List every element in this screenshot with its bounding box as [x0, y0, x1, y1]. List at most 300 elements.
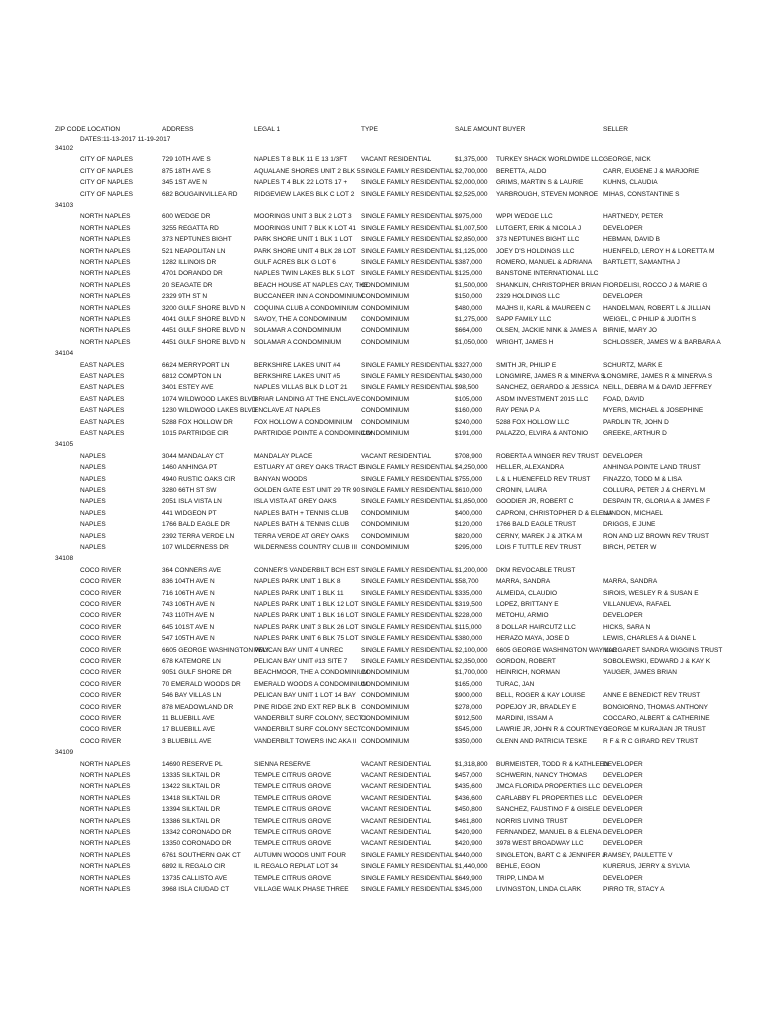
table-row — [0, 713, 770, 724]
cell-sale-amount: $150,000 — [455, 293, 483, 301]
cell-address: 3200 GULF SHORE BLVD N — [162, 304, 246, 312]
table-row — [0, 382, 770, 393]
cell-legal: NAPLES BATH & TENNIS CLUB — [254, 521, 350, 529]
cell-location: COCO RIVER — [80, 566, 122, 574]
cell-sale-amount: $2,700,000 — [455, 167, 488, 175]
cell-legal: NAPLES BATH + TENNIS CLUB — [254, 509, 349, 517]
cell-location: NORTH NAPLES — [80, 783, 131, 791]
zip-code: 34104 — [55, 350, 74, 358]
cell-seller: LUNDON, MICHAEL — [603, 509, 663, 517]
zip-code: 34109 — [55, 749, 74, 757]
cell-sale-amount: $2,350,000 — [455, 658, 488, 665]
cell-sale-amount: $165,000 — [455, 680, 483, 688]
cell-address: 5288 FOX HOLLOW DR — [162, 418, 233, 426]
cell-buyer: GRIMS, MARTIN S & LAURIE — [496, 179, 584, 187]
cell-sale-amount: $2,525,000 — [455, 190, 488, 198]
cell-location: NORTH NAPLES — [80, 224, 131, 232]
cell-seller: DEVELOPER — [603, 772, 643, 779]
table-row — [0, 154, 770, 165]
cell-sale-amount: $975,000 — [455, 213, 483, 221]
zip-group-header — [0, 439, 770, 450]
cell-address: 13735 CALLISTO AVE — [162, 874, 228, 882]
cell-address: 729 10TH AVE S — [162, 156, 211, 164]
cell-type: SINGLE FAMILY RESIDENTIAL — [361, 498, 454, 506]
cell-location: NORTH NAPLES — [80, 293, 131, 301]
cell-legal: RIDGEVIEW LAKES BLK C LOT 2 — [254, 190, 355, 198]
cell-seller: DRIGGS, E JUNE — [603, 521, 656, 529]
cell-legal: TEMPLE CITRUS GROVE — [254, 772, 332, 779]
cell-sale-amount: $327,000 — [455, 361, 483, 369]
cell-address: 6624 MERRYPORT LN — [162, 361, 230, 369]
header-sale-buyer: SALE AMOUNT BUYER — [455, 126, 526, 133]
table-row — [0, 280, 770, 291]
cell-location: NORTH NAPLES — [80, 806, 131, 814]
table-row — [0, 690, 770, 701]
cell-sale-amount: $820,000 — [455, 532, 483, 540]
cell-address: 547 105TH AVE N — [162, 635, 215, 643]
cell-buyer: HEINRICH, NORMAN — [496, 669, 560, 677]
cell-sale-amount: $160,000 — [455, 407, 483, 415]
cell-location: CITY OF NAPLES — [80, 156, 133, 164]
table-row — [0, 291, 770, 302]
cell-sale-amount: $345,000 — [455, 886, 483, 893]
table-row — [0, 303, 770, 314]
cell-address: 13386 SILKTAIL DR — [162, 817, 221, 825]
cell-legal: NAPLES PARK UNIT 1 BLK 11 — [254, 589, 344, 597]
cell-seller: LEWIS, CHARLES A & DIANE L — [603, 635, 697, 643]
table-row — [0, 838, 770, 849]
cell-address: 13335 SILKTAIL DR — [162, 772, 221, 779]
cell-buyer: MARDINI, ISSAM A — [496, 715, 554, 722]
cell-type: SINGLE FAMILY RESIDENTIAL — [361, 475, 454, 483]
table-row — [0, 633, 770, 644]
cell-location: NORTH NAPLES — [80, 316, 131, 323]
cell-type: SINGLE FAMILY RESIDENTIAL — [361, 236, 454, 244]
cell-location: NORTH NAPLES — [80, 270, 131, 278]
cell-address: 716 106TH AVE N — [162, 589, 215, 597]
cell-type: VACANT RESIDENTIAL — [361, 452, 432, 460]
cell-legal: TEMPLE CITRUS GROVE — [254, 794, 332, 802]
cell-legal: NAPLES PARK UNIT 1 BLK 16 LOT — [254, 612, 359, 620]
cell-address: 600 WEDGE DR — [162, 213, 211, 221]
cell-type: CONDOMINIUM — [361, 509, 410, 517]
cell-location: NAPLES — [80, 532, 106, 540]
cell-legal: TERRA VERDE AT GREY OAKS — [254, 532, 350, 540]
cell-seller: MARRA, SANDRA — [603, 578, 658, 586]
cell-location: NORTH NAPLES — [80, 327, 131, 335]
table-row — [0, 177, 770, 188]
cell-buyer: CRONIN, LAURA — [496, 487, 547, 494]
cell-legal: BUCCANEER INN A CONDOMINIUM — [254, 293, 364, 301]
table-row — [0, 268, 770, 279]
cell-sale-amount: $1,050,000 — [455, 338, 488, 346]
cell-buyer: ALMEIDA, CLAUDIO — [496, 589, 558, 597]
cell-sale-amount: $912,500 — [455, 715, 483, 722]
cell-buyer: NORRIS LIVING TRUST — [496, 817, 568, 825]
cell-seller: DEVELOPER — [603, 874, 643, 882]
cell-legal: SAVOY, THE A CONDOMINIUM — [254, 316, 347, 323]
cell-type: VACANT RESIDENTIAL — [361, 783, 432, 791]
cell-buyer: LOIS F TUTTLE REV TRUST — [496, 544, 582, 551]
cell-buyer: TRIPP, LINDA M — [496, 874, 544, 882]
cell-seller: HARTNEDY, PETER — [603, 213, 664, 221]
cell-sale-amount: $387,000 — [455, 259, 483, 266]
cell-type: SINGLE FAMILY RESIDENTIAL — [361, 589, 454, 597]
cell-buyer: GLENN AND PATRICIA TESKE — [496, 737, 588, 745]
cell-type: CONDOMINIUM — [361, 680, 410, 688]
cell-seller: GREEKE, ARTHUR D — [603, 430, 667, 437]
cell-address: 6892 IL REGALO CIR — [162, 863, 226, 871]
cell-location: NAPLES — [80, 521, 106, 529]
cell-legal: PINE RIDGE 2ND EXT REP BLK B — [254, 703, 356, 711]
cell-type: SINGLE FAMILY RESIDENTIAL — [361, 224, 454, 232]
cell-type: SINGLE FAMILY RESIDENTIAL — [361, 247, 454, 255]
cell-legal: MOORINGS UNIT 3 BLK 2 LOT 3 — [254, 213, 352, 221]
cell-location: CITY OF NAPLES — [80, 179, 133, 187]
cell-seller: MIHAS, CONSTANTINE S — [603, 190, 680, 198]
cell-buyer: SANCHEZ, FAUSTINO F & GISELE — [496, 806, 601, 814]
cell-type: SINGLE FAMILY RESIDENTIAL — [361, 167, 454, 175]
cell-type: VACANT RESIDENTIAL — [361, 806, 432, 814]
cell-type: SINGLE FAMILY RESIDENTIAL — [361, 578, 454, 586]
cell-legal: BERKSHIRE LAKES UNIT #4 — [254, 361, 341, 369]
cell-legal: ENCLAVE AT NAPLES — [254, 407, 321, 415]
table-row — [0, 827, 770, 838]
cell-location: NORTH NAPLES — [80, 851, 131, 859]
cell-legal: MOORINGS UNIT 7 BLK K LOT 41 — [254, 224, 356, 232]
cell-location: COCO RIVER — [80, 703, 122, 711]
cell-location: EAST NAPLES — [80, 430, 125, 437]
cell-sale-amount: $420,900 — [455, 829, 483, 836]
cell-buyer: SHANKLIN, CHRISTOPHER BRIAN — [496, 281, 601, 289]
cell-buyer: SCHWERIN, NANCY THOMAS — [496, 772, 588, 779]
cell-seller: DEVELOPER — [603, 452, 643, 460]
cell-type: SINGLE FAMILY RESIDENTIAL — [361, 487, 454, 494]
cell-address: 364 CONNERS AVE — [162, 566, 222, 574]
table-row — [0, 485, 770, 496]
cell-seller: DEVELOPER — [603, 806, 643, 814]
cell-buyer: SMITH JR, PHILIP E — [496, 361, 557, 369]
cell-location: COCO RIVER — [80, 623, 122, 631]
cell-location: NORTH NAPLES — [80, 794, 131, 802]
cell-seller: LONGMIRE, JAMES R & MINERVA S — [603, 373, 713, 380]
table-row — [0, 599, 770, 610]
cell-location: COCO RIVER — [80, 646, 122, 654]
cell-seller: DESPAIN TR, GLORIA A & JAMES F — [603, 498, 711, 506]
cell-legal: SOLAMAR A CONDOMINIUM — [254, 338, 342, 346]
cell-type: CONDOMINIUM — [361, 395, 410, 403]
cell-type: SINGLE FAMILY RESIDENTIAL — [361, 190, 454, 198]
cell-buyer: FERNANDEZ, MANUEL B & ELENA — [496, 829, 602, 836]
table-row — [0, 531, 770, 542]
cell-seller: HEBMAN, DAVID B — [603, 236, 660, 244]
cell-address: 1282 ILLINOIS DR — [162, 259, 217, 266]
cell-seller: YAUGER, JAMES BRIAN — [603, 669, 677, 677]
cell-buyer: TURKEY SHACK WORLDWIDE LLC — [496, 156, 604, 164]
cell-location: COCO RIVER — [80, 612, 122, 620]
cell-legal: BEACHMOOR, THE A CONDOMINIUM — [254, 669, 369, 677]
cell-legal: NAPLES TWIN LAKES BLK 5 LOT — [254, 270, 355, 278]
cell-address: 70 EMERALD WOODS DR — [162, 680, 241, 688]
cell-sale-amount: $350,000 — [455, 737, 483, 745]
cell-seller: R F & R C GIRARD REV TRUST — [603, 737, 699, 745]
cell-address: 645 101ST AVE N — [162, 623, 215, 631]
cell-buyer: LUTGERT, ERIK & NICOLA J — [496, 224, 582, 232]
cell-legal: VILLAGE WALK PHASE THREE — [254, 886, 349, 893]
cell-type: CONDOMINIUM — [361, 304, 410, 312]
cell-address: 3401 ESTEY AVE — [162, 384, 214, 392]
cell-sale-amount: $420,900 — [455, 840, 483, 848]
cell-legal: TEMPLE CITRUS GROVE — [254, 829, 332, 836]
table-row — [0, 679, 770, 690]
cell-legal: BEACH HOUSE AT NAPLES CAY, THE — [254, 281, 369, 289]
cell-location: EAST NAPLES — [80, 373, 125, 380]
cell-sale-amount: $708,900 — [455, 452, 483, 460]
cell-type: SINGLE FAMILY RESIDENTIAL — [361, 179, 454, 187]
cell-sale-amount: $430,000 — [455, 373, 483, 380]
cell-type: VACANT RESIDENTIAL — [361, 772, 432, 779]
cell-legal: ISLA VISTA AT GREY OAKS — [254, 498, 337, 506]
cell-address: 2329 9TH ST N — [162, 293, 208, 301]
cell-buyer: BURMEISTER, TODD R & KATHLEEN — [496, 760, 609, 768]
cell-sale-amount: $240,000 — [455, 418, 483, 426]
cell-buyer: WPPI WEDGE LLC — [496, 213, 553, 221]
cell-seller: HUENFELD, LEROY H & LORETTA M — [603, 247, 715, 255]
cell-location: NORTH NAPLES — [80, 886, 131, 893]
cell-buyer: ROMERO, MANUEL & ADRIANA — [496, 259, 593, 266]
cell-address: 682 BOUGAINVILLEA RD — [162, 190, 238, 198]
cell-address: 17 BLUEBILL AVE — [162, 726, 216, 734]
table-row — [0, 257, 770, 268]
cell-address: 13394 SILKTAIL DR — [162, 806, 221, 814]
cell-seller: SCHLOSSER, JAMES W & BARBARA A — [603, 338, 721, 346]
cell-type: CONDOMINIUM — [361, 418, 410, 426]
zip-code: 34102 — [55, 145, 74, 152]
cell-type: CONDOMINIUM — [361, 430, 410, 437]
cell-address: 3255 REGATTA RD — [162, 224, 219, 232]
cell-seller: FOAD, DAVID — [603, 395, 645, 403]
cell-location: NORTH NAPLES — [80, 829, 131, 836]
cell-sale-amount: $120,000 — [455, 521, 483, 529]
cell-sale-amount: $2,000,000 — [455, 179, 488, 187]
table-row — [0, 793, 770, 804]
cell-buyer: JMCA FLORIDA PROPERTIES LLC — [496, 783, 601, 791]
cell-buyer: SANCHEZ, GERARDO & JESSICA — [496, 384, 599, 392]
cell-type: CONDOMINIUM — [361, 521, 410, 529]
cell-buyer: L & L HUENEFELD REV TRUST — [496, 475, 591, 483]
cell-location: NORTH NAPLES — [80, 236, 131, 244]
table-row — [0, 360, 770, 371]
cell-buyer: 6605 GEORGE WASHINGTON WAY LLC — [496, 646, 617, 654]
cell-address: 678 KATEMORE LN — [162, 658, 221, 665]
cell-type: SINGLE FAMILY RESIDENTIAL — [361, 601, 454, 608]
cell-type: CONDOMINIUM — [361, 293, 410, 301]
cell-buyer: 3978 WEST BROADWAY LLC — [496, 840, 584, 848]
cell-address: 2392 TERRA VERDE LN — [162, 532, 235, 540]
cell-buyer: CAPRONI, CHRISTOPHER D & ELENA — [496, 509, 613, 517]
cell-address: 743 110TH AVE N — [162, 612, 215, 620]
cell-sale-amount: $1,007,500 — [455, 224, 488, 232]
zip-group-header — [0, 747, 770, 758]
cell-location: NORTH NAPLES — [80, 874, 131, 882]
cell-buyer: DKM REVOCABLE TRUST — [496, 566, 576, 574]
cell-legal: FOX HOLLOW A CONDOMINIUM — [254, 418, 353, 426]
table-row — [0, 451, 770, 462]
cell-address: 521 NEAPOLITAN LN — [162, 247, 226, 255]
cell-buyer: ASDM INVESTMENT 2015 LLC — [496, 395, 589, 403]
cell-address: 743 106TH AVE N — [162, 601, 215, 608]
cell-seller: DEVELOPER — [603, 783, 643, 791]
cell-seller: SIROIS, WESLEY R & SUSAN E — [603, 589, 699, 597]
cell-sale-amount: $1,275,000 — [455, 316, 488, 323]
cell-buyer: GORDON, ROBERT — [496, 658, 556, 665]
cell-buyer: 1766 BALD EAGLE TRUST — [496, 521, 577, 529]
cell-legal: WILDERNESS COUNTRY CLUB III — [254, 544, 358, 551]
cell-address: 3280 66TH ST SW — [162, 487, 217, 494]
cell-seller: KURERUS, JERRY & SYLVIA — [603, 863, 690, 871]
cell-seller: BARTLETT, SAMANTHA J — [603, 259, 680, 266]
cell-sale-amount: $278,000 — [455, 703, 483, 711]
cell-type: SINGLE FAMILY RESIDENTIAL — [361, 886, 454, 893]
cell-type: SINGLE FAMILY RESIDENTIAL — [361, 373, 454, 380]
cell-type: VACANT RESIDENTIAL — [361, 817, 432, 825]
table-row — [0, 565, 770, 576]
cell-type: VACANT RESIDENTIAL — [361, 156, 432, 164]
cell-legal: PARK SHORE UNIT 1 BLK 1 LOT — [254, 236, 353, 244]
cell-address: 9051 GULF SHORE DR — [162, 669, 232, 677]
cell-type: SINGLE FAMILY RESIDENTIAL — [361, 213, 454, 221]
cell-seller: SCHURTZ, MARK E — [603, 361, 663, 369]
cell-sale-amount: $1,200,000 — [455, 566, 488, 574]
cell-seller: WEIGEL, C PHILIP & JUDITH S — [603, 316, 697, 323]
cell-sale-amount: $1,318,800 — [455, 760, 488, 768]
table-row — [0, 325, 770, 336]
cell-address: 13418 SILKTAIL DR — [162, 794, 221, 802]
cell-location: NAPLES — [80, 464, 106, 472]
cell-address: 875 18TH AVE S — [162, 167, 211, 175]
cell-seller: DEVELOPER — [603, 817, 643, 825]
table-row — [0, 337, 770, 348]
table-row — [0, 496, 770, 507]
cell-location: EAST NAPLES — [80, 361, 125, 369]
cell-buyer: BERETTA, ALDO — [496, 167, 547, 175]
cell-address: 878 MEADOWLAND DR — [162, 703, 234, 711]
cell-address: 1230 WILDWOOD LAKES BLVD — [162, 407, 257, 415]
cell-type: CONDOMINIUM — [361, 715, 410, 722]
cell-legal: NAPLES PARK UNIT 3 BLK 26 LOT — [254, 623, 359, 631]
cell-location: NORTH NAPLES — [80, 772, 131, 779]
cell-sale-amount: $191,000 — [455, 430, 483, 437]
cell-seller: MARGARET SANDRA WIGGINS TRUST — [603, 646, 723, 654]
cell-legal: NAPLES PARK UNIT 6 BLK 75 LOT — [254, 635, 359, 643]
cell-type: VACANT RESIDENTIAL — [361, 794, 432, 802]
cell-seller: FIORDELISI, ROCCO J & MARIE G — [603, 281, 708, 289]
cell-type: CONDOMINIUM — [361, 327, 410, 335]
cell-location: COCO RIVER — [80, 715, 122, 722]
cell-buyer: CARLABBY FL PROPERTIES LLC — [496, 794, 598, 802]
cell-buyer: BELL, ROGER & KAY LOUISE — [496, 692, 586, 700]
cell-location: NORTH NAPLES — [80, 863, 131, 871]
cell-location: NORTH NAPLES — [80, 247, 131, 255]
table-row — [0, 759, 770, 770]
cell-sale-amount: $664,000 — [455, 327, 483, 335]
header-address: ADDRESS — [162, 126, 194, 133]
cell-address: 3968 ISLA CIUDAD CT — [162, 886, 230, 893]
cell-seller: DEVELOPER — [603, 840, 643, 848]
cell-seller: SOBOLEWSKI, EDWARD J & KAY K — [603, 658, 711, 665]
cell-legal: NAPLES T 4 BLK 22 LOTS 17 + — [254, 179, 348, 187]
table-row — [0, 223, 770, 234]
cell-address: 107 WILDERNESS DR — [162, 544, 229, 551]
cell-legal: BRIAR LANDING AT THE ENCLAVE — [254, 395, 361, 403]
cell-type: CONDOMINIUM — [361, 726, 410, 734]
cell-buyer: WRIGHT, JAMES H — [496, 338, 554, 346]
cell-type: SINGLE FAMILY RESIDENTIAL — [361, 384, 454, 392]
table-row — [0, 667, 770, 678]
cell-location: CITY OF NAPLES — [80, 167, 133, 175]
cell-type: CONDOMINIUM — [361, 338, 410, 346]
cell-address: 4451 GULF SHORE BLVD N — [162, 327, 246, 335]
cell-seller: DEVELOPER — [603, 293, 643, 301]
cell-location: CITY OF NAPLES — [80, 190, 133, 198]
table-row — [0, 781, 770, 792]
cell-address: 3 BLUEBILL AVE — [162, 737, 212, 745]
cell-sale-amount: $461,800 — [455, 817, 483, 825]
cell-type: SINGLE FAMILY RESIDENTIAL — [361, 464, 454, 472]
table-row — [0, 576, 770, 587]
cell-location: COCO RIVER — [80, 578, 122, 586]
cell-legal: NAPLES PARK UNIT 1 BLK 12 LOT — [254, 601, 359, 608]
cell-type: CONDOMINIUM — [361, 316, 410, 323]
cell-sale-amount: $545,000 — [455, 726, 483, 734]
cell-address: 13422 SILKTAIL DR — [162, 783, 221, 791]
table-row — [0, 804, 770, 815]
cell-seller: RAMSEY, PAULETTE V — [603, 851, 673, 859]
cell-type: SINGLE FAMILY RESIDENTIAL — [361, 658, 454, 665]
table-row — [0, 656, 770, 667]
table-row — [0, 645, 770, 656]
cell-type: SINGLE FAMILY RESIDENTIAL — [361, 361, 454, 369]
cell-type: SINGLE FAMILY RESIDENTIAL — [361, 566, 454, 574]
cell-address: 1766 BALD EAGLE DR — [162, 521, 230, 529]
cell-legal: VANDERBILT SURF COLONY, SECT I — [254, 715, 367, 722]
cell-legal: ESTUARY AT GREY OAKS TRACT E — [254, 464, 363, 472]
table-row — [0, 371, 770, 382]
cell-address: 345 1ST AVE N — [162, 179, 207, 187]
cell-type: SINGLE FAMILY RESIDENTIAL — [361, 635, 454, 643]
table-row — [0, 462, 770, 473]
cell-buyer: MARRA, SANDRA — [496, 578, 551, 586]
cell-sale-amount: $1,375,000 — [455, 156, 488, 164]
cell-address: 1460 ANHINGA PT — [162, 464, 218, 472]
cell-sale-amount: $1,440,000 — [455, 863, 488, 871]
cell-sale-amount: $295,000 — [455, 544, 483, 551]
cell-location: NORTH NAPLES — [80, 760, 131, 768]
cell-sale-amount: $457,000 — [455, 772, 483, 779]
cell-location: NORTH NAPLES — [80, 338, 131, 346]
cell-seller: BIRNIE, MARY JO — [603, 327, 657, 335]
cell-sale-amount: $58,700 — [455, 578, 479, 586]
cell-seller: PARDLIN TR, JOHN D — [603, 418, 669, 426]
cell-type: CONDOMINIUM — [361, 692, 410, 700]
cell-type: VACANT RESIDENTIAL — [361, 840, 432, 848]
cell-buyer: HERAZO MAYA, JOSE D — [496, 635, 570, 643]
cell-buyer: LAWRIE JR, JOHN R & COURTNEY J — [496, 726, 608, 734]
cell-type: SINGLE FAMILY RESIDENTIAL — [361, 851, 454, 859]
cell-seller: DEVELOPER — [603, 829, 643, 836]
cell-sale-amount: $125,000 — [455, 270, 483, 278]
cell-type: SINGLE FAMILY RESIDENTIAL — [361, 623, 454, 631]
